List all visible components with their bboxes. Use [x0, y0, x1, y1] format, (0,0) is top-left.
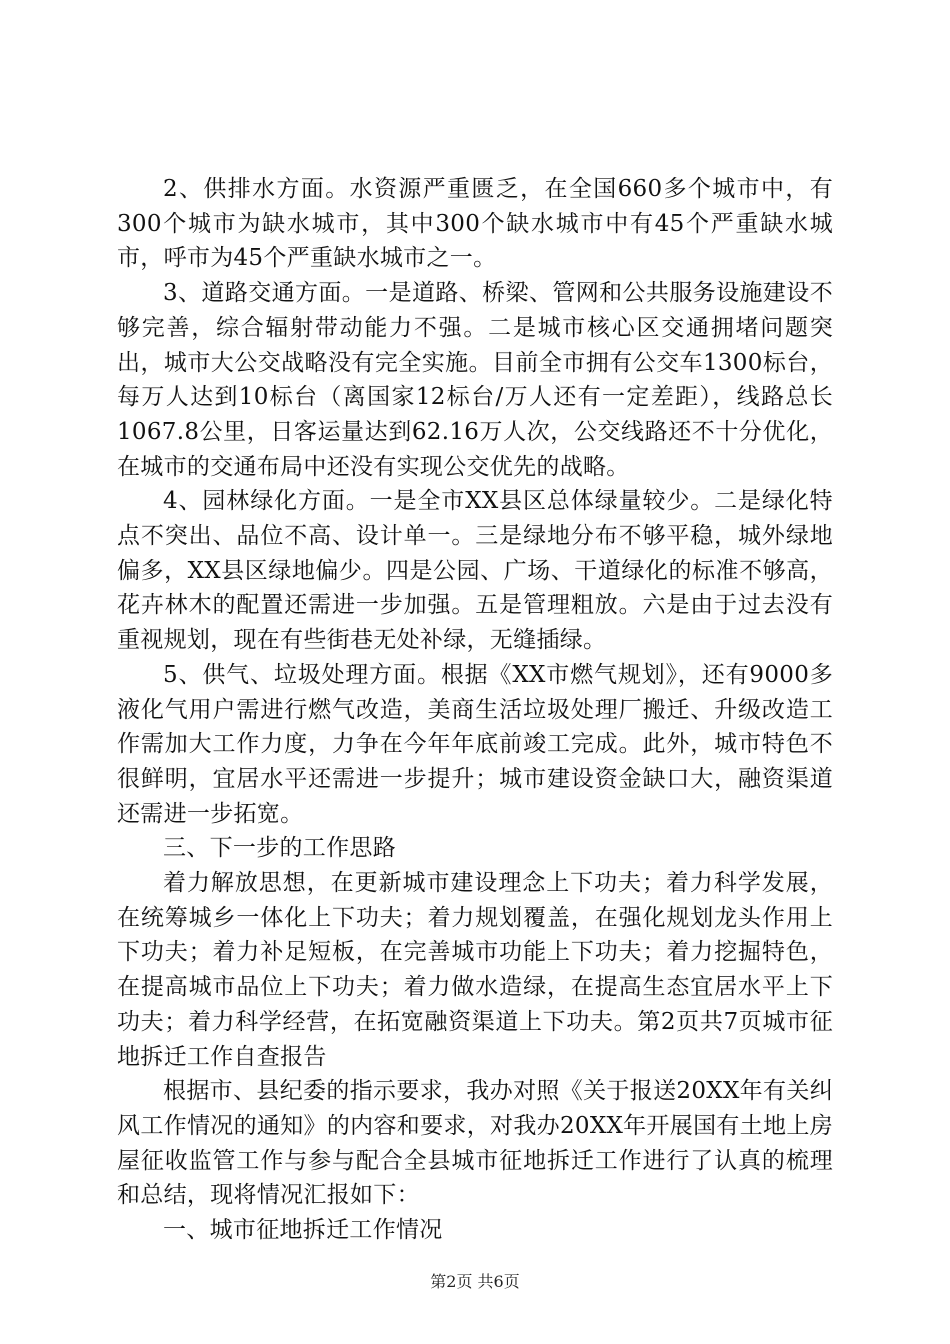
page-footer: 第2页 共6页	[430, 1272, 520, 1291]
paragraph-road-traffic: 3、道路交通方面。一是道路、桥梁、管网和公共服务设施建设不够完善，综合辐射带动能力不强。二是城市核心区交通拥堵问题突出，城市大公交战略没有完全实施。目前全市拥有公交车1300标台，每万人达到10标台（离国家12标台/万人还有一定差距），线路总长1067.8公里，日客运量达到62.16万人次，公交线路还不十分优化，在城市的交通布局中还没有实现公交优先的战略。	[117, 280, 833, 480]
paragraph-work-ideas: 着力解放思想，在更新城市建设理念上下功夫；着力科学发展，在统筹城乡一体化上下功夫；着力规划覆盖，在强化规划龙头作用上下功夫；着力补足短板，在完善城市功能上下功夫；着力挖掘特色，在提高城市品位上下功夫；着力做水造绿，在提高生态宜居水平上下功夫；着力科学经营，在拓宽融资渠道上下功夫。第2页共7页城市征地拆迁工作自查报告	[117, 870, 833, 1070]
paragraph-gas-waste: 5、供气、垃圾处理方面。根据《XX市燃气规划》，还有9000多液化气用户需进行燃气改造，美商生活垃圾处理厂搬迁、升级改造工作需加大工作力度，力争在今年年底前竣工完成。此外，城市特色不很鲜明，宜居水平还需进一步提升；城市建设资金缺口大，融资渠道还需进一步拓宽。	[117, 661, 833, 827]
paragraph-landscaping: 4、园林绿化方面。一是全市XX县区总体绿量较少。二是绿化特点不突出、品位不高、设计单一。三是绿地分布不够平稳，城外绿地偏多，XX县区绿地偏少。四是公园、广场、干道绿化的标准不够高，花卉林木的配置还需进一步加强。五是管理粗放。六是由于过去没有重视规划，现在有些街巷无处补绿，无缝插绿。	[117, 488, 833, 654]
paragraph-report-intro: 根据市、县纪委的指示要求，我办对照《关于报送20XX年有关纠风工作情况的通知》的内容和要求，对我办20XX年开展国有土地上房屋征收监管工作与参与配合全县城市征地拆迁工作进行了认真的梳理和总结，现将情况汇报如下：	[117, 1078, 833, 1209]
paragraph-water-supply: 2、供排水方面。水资源严重匮乏，在全国660多个城市中，有300个城市为缺水城市，其中300个缺水城市中有45个严重缺水城市，呼市为45个严重缺水城市之一。	[117, 176, 833, 272]
section-heading-land-acquisition: 一、城市征地拆迁工作情况	[163, 1217, 443, 1244]
document-body	[117, 172, 833, 1248]
section-heading-next-steps: 三、下一步的工作思路	[163, 835, 396, 862]
